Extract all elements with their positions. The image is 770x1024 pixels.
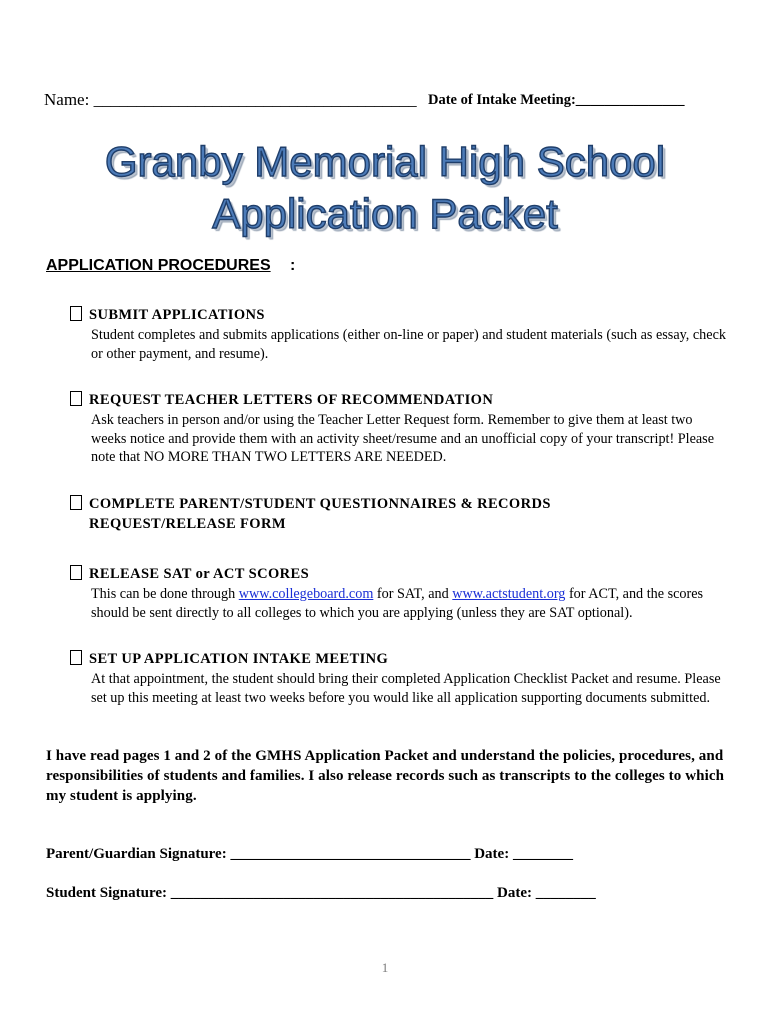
step-title: RELEASE SAT or ACT SCORES <box>89 566 310 582</box>
step-title-line2: REQUEST/RELEASE FORM <box>89 516 286 532</box>
acknowledgement-statement: I have read pages 1 and 2 of the GMHS Application Packet and understand the policies, procedures, and responsibilities of students and families. I also release records such as transcripts to the colleges to which my student is applying. <box>46 748 725 804</box>
page-number: 1 <box>381 960 389 975</box>
procedures-heading <box>46 257 271 275</box>
step-body: Student completes and submits applications (either on-line or paper) and student materials (such as essay, check or other payment, and resume). <box>91 327 726 362</box>
step-questionnaires <box>70 494 730 534</box>
step-release-scores <box>70 564 730 622</box>
body-text: for ACT, and the scores should be sent directly to all colleges to which you are applying (unless they are SAT optional). <box>91 586 704 621</box>
step-body <box>91 585 730 622</box>
body-text: This can be done through <box>91 586 239 602</box>
step-body: At that appointment, the student should bring their completed Application Checklist Packet and resume. Please set up this meeting at least two weeks before you would like all application supporting documents submitted. <box>91 671 721 706</box>
checkbox-release-scores[interactable] <box>70 565 82 580</box>
step-body: Ask teachers in person and/or using the Teacher Letter Request form. Remember to give them at least two weeks notice and provide them with an activity sheet/resume and an unofficial copy of your transcript! Please note that NO MORE THAN TWO LETTERS ARE NEEDED. <box>91 412 715 466</box>
checkbox-submit-applications[interactable] <box>70 306 82 321</box>
name-field-label[interactable]: Name: ______________________________________ <box>44 90 417 109</box>
intake-date-field-label[interactable]: Date of Intake Meeting:_______________ <box>428 92 685 108</box>
checkbox-request-letters[interactable] <box>70 391 82 406</box>
step-title <box>89 494 551 534</box>
header-fields <box>44 90 734 114</box>
student-signature-line[interactable]: Student Signature: ___________________________________________ Date: ________ <box>46 885 596 901</box>
page-title-line2: Application Packet <box>212 190 558 237</box>
step-request-letters <box>70 390 730 467</box>
collegeboard-link[interactable]: www.collegeboard.com <box>238 586 374 602</box>
step-title: SUBMIT APPLICATIONS <box>89 307 265 323</box>
procedures-heading-colon: : <box>290 257 296 274</box>
parent-signature-line[interactable]: Parent/Guardian Signature: ________________________________ Date: ________ <box>46 846 573 862</box>
step-title: SET UP APPLICATION INTAKE MEETING <box>89 651 389 667</box>
step-intake-meeting <box>70 649 730 707</box>
actstudent-link[interactable]: www.actstudent.org <box>452 586 566 602</box>
body-text: for SAT, and <box>373 586 453 602</box>
step-title-line1: COMPLETE PARENT/STUDENT QUESTIONNAIRES & RECORDS <box>89 496 551 512</box>
procedures-heading-text: APPLICATION PROCEDURES <box>46 257 271 274</box>
checkbox-intake-meeting[interactable] <box>70 650 82 665</box>
checkbox-questionnaires[interactable] <box>70 495 82 510</box>
page-title-line1: Granby Memorial High School <box>104 138 666 185</box>
step-title: REQUEST TEACHER LETTERS OF RECOMMENDATION <box>89 392 494 408</box>
step-submit-applications <box>70 305 730 363</box>
